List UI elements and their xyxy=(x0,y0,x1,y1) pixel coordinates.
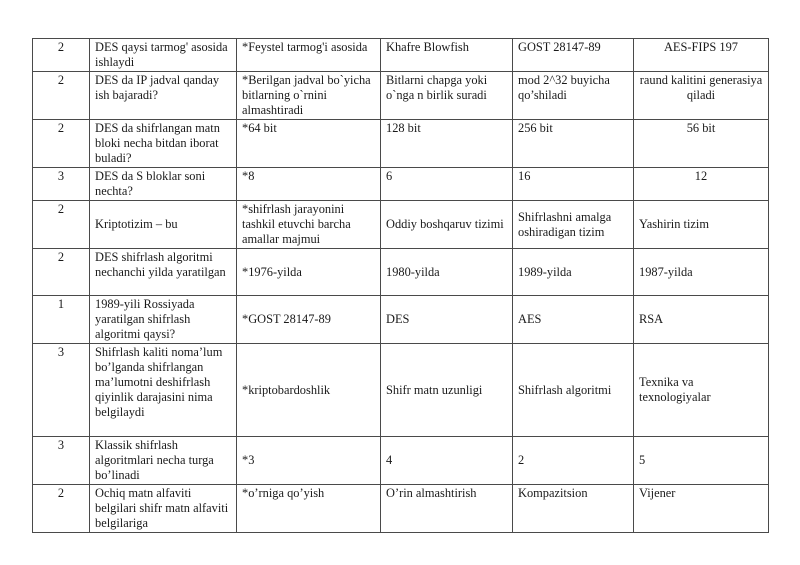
answer-option-cell: 1980-yilda xyxy=(381,249,513,296)
answer-option-cell: Vijener xyxy=(634,485,769,533)
answer-option-cell: 16 xyxy=(513,168,634,201)
table-row xyxy=(33,168,769,201)
question-cell: DES da S bloklar soni nechta? xyxy=(90,168,237,201)
answer-option-cell: Texnika va texnologiyalar xyxy=(634,344,769,437)
answer-option-cell: GOST 28147-89 xyxy=(513,39,634,72)
difficulty-cell: 2 xyxy=(33,120,90,168)
table-row xyxy=(33,249,769,296)
correct-answer-cell: *kriptobardoshlik xyxy=(237,344,381,437)
answer-option-cell: AES-FIPS 197 xyxy=(634,39,769,72)
answer-option-cell: DES xyxy=(381,296,513,344)
table-row xyxy=(33,72,769,120)
answer-option-cell: Shifr matn uzunligi xyxy=(381,344,513,437)
difficulty-cell: 2 xyxy=(33,485,90,533)
question-cell: Klassik shifrlash algoritmlari necha turga bo’linadi xyxy=(90,437,237,485)
question-cell: Ochiq matn alfaviti belgilari shifr matn alfaviti belgilariga xyxy=(90,485,237,533)
correct-answer-cell: *64 bit xyxy=(237,120,381,168)
answer-option-cell: Oddiy boshqaruv tizimi xyxy=(381,201,513,249)
difficulty-cell: 1 xyxy=(33,296,90,344)
question-cell: DES qaysi tarmog' asosida ishlaydi xyxy=(90,39,237,72)
table-row xyxy=(33,201,769,249)
answer-option-cell: Shifrlashni amalga oshiradigan tizim xyxy=(513,201,634,249)
correct-answer-cell: *o’rniga qo’yish xyxy=(237,485,381,533)
difficulty-cell: 2 xyxy=(33,201,90,249)
answer-option-cell: O’rin almashtirish xyxy=(381,485,513,533)
difficulty-cell: 2 xyxy=(33,72,90,120)
answer-option-cell: AES xyxy=(513,296,634,344)
answer-option-cell: 4 xyxy=(381,437,513,485)
answer-option-cell: 2 xyxy=(513,437,634,485)
answer-option-cell: Kompazitsion xyxy=(513,485,634,533)
correct-answer-cell: *3 xyxy=(237,437,381,485)
table-row xyxy=(33,296,769,344)
answer-option-cell: 128 bit xyxy=(381,120,513,168)
answer-option-cell: 12 xyxy=(634,168,769,201)
answer-option-cell: 1989-yilda xyxy=(513,249,634,296)
difficulty-cell: 2 xyxy=(33,39,90,72)
question-cell: Shifrlash kaliti noma’lum bo’lganda shifrlangan ma’lumotni deshifrlash qiyinlik darajasini nima belgilaydi xyxy=(90,344,237,437)
difficulty-cell: 2 xyxy=(33,249,90,296)
answer-option-cell: 56 bit xyxy=(634,120,769,168)
answer-option-cell: 1987-yilda xyxy=(634,249,769,296)
correct-answer-cell: *Berilgan jadval bo`yicha bitlarning o`rnini almashtiradi xyxy=(237,72,381,120)
answer-option-cell: Shifrlash algoritmi xyxy=(513,344,634,437)
table-row xyxy=(33,120,769,168)
difficulty-cell: 3 xyxy=(33,168,90,201)
table-row xyxy=(33,39,769,72)
answer-option-cell: mod 2^32 buyicha qo’shiladi xyxy=(513,72,634,120)
question-cell: DES da shifrlangan matn bloki necha bitdan iborat buladi? xyxy=(90,120,237,168)
question-cell: 1989-yili Rossiyada yaratilgan shifrlash algoritmi qaysi? xyxy=(90,296,237,344)
table-row xyxy=(33,344,769,437)
answer-option-cell: 6 xyxy=(381,168,513,201)
answer-option-cell: Bitlarni chapga yoki o`nga n birlik suradi xyxy=(381,72,513,120)
question-cell: Kriptotizim – bu xyxy=(90,201,237,249)
question-cell: DES da IP jadval qanday ish bajaradi? xyxy=(90,72,237,120)
answer-option-cell: raund kalitini generasiya qiladi xyxy=(634,72,769,120)
difficulty-cell: 3 xyxy=(33,344,90,437)
question-cell: DES shifrlash algoritmi nechanchi yilda yaratilgan xyxy=(90,249,237,296)
correct-answer-cell: *shifrlash jarayonini tashkil etuvchi barcha amallar majmui xyxy=(237,201,381,249)
answer-option-cell: RSA xyxy=(634,296,769,344)
correct-answer-cell: *GOST 28147-89 xyxy=(237,296,381,344)
answer-option-cell: 256 bit xyxy=(513,120,634,168)
difficulty-cell: 3 xyxy=(33,437,90,485)
test-questions-table xyxy=(32,38,769,533)
answer-option-cell: 5 xyxy=(634,437,769,485)
correct-answer-cell: *1976-yilda xyxy=(237,249,381,296)
table-row xyxy=(33,485,769,533)
answer-option-cell: Yashirin tizim xyxy=(634,201,769,249)
correct-answer-cell: *Feystel tarmog'i asosida xyxy=(237,39,381,72)
correct-answer-cell: *8 xyxy=(237,168,381,201)
table-row xyxy=(33,437,769,485)
answer-option-cell: Khafre Blowfish xyxy=(381,39,513,72)
